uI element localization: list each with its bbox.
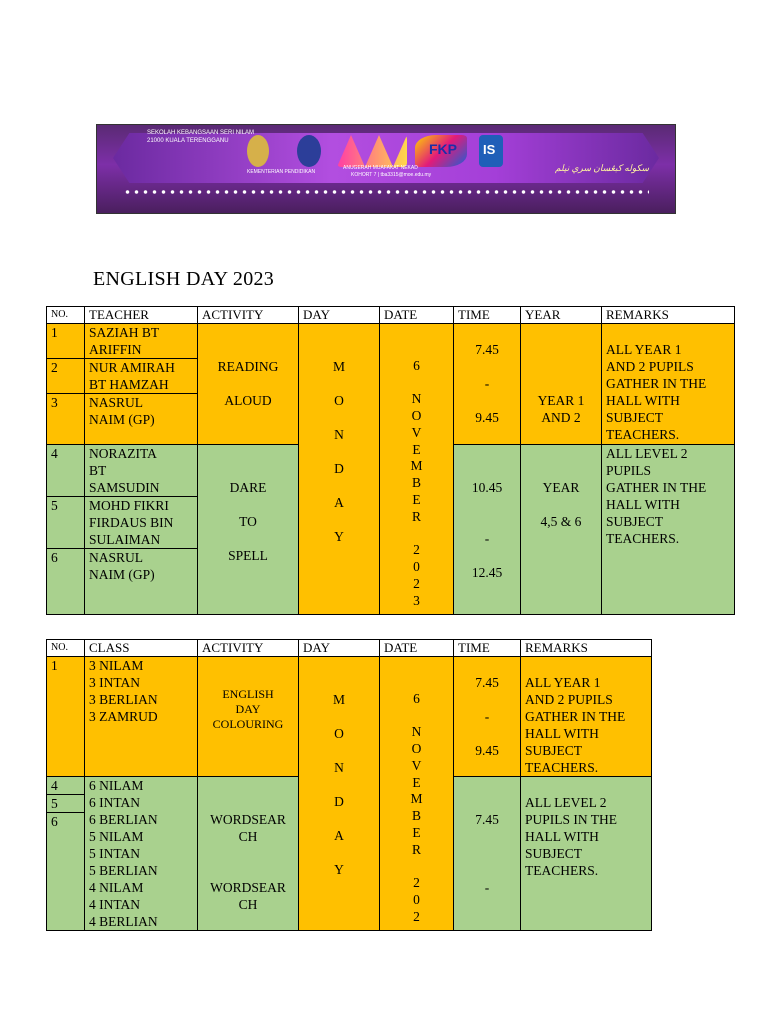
banner-arabic-script: سكوله كبڠسان سري نيلم <box>555 163 649 173</box>
col-header-remarks: REMARKS <box>521 640 652 657</box>
col-header-date: DATE <box>380 640 454 657</box>
table-row <box>47 657 652 777</box>
col-header-time: TIME <box>454 640 521 657</box>
date-cell: 6 N O V E M B E R 2 0 2 3 <box>380 324 454 615</box>
day-cell: M O N D A Y <box>299 657 380 931</box>
row-number: 1 <box>47 657 85 777</box>
activity-cell: WORDSEAR CH WORDSEAR CH <box>198 777 299 931</box>
row-number: 3 <box>47 394 85 445</box>
teacher-name: NUR AMIRAH BT HAMZAH <box>85 359 198 394</box>
col-header-activity: ACTIVITY <box>198 640 299 657</box>
col-header-remarks: REMARKS <box>602 307 735 324</box>
remarks-cell: ALL YEAR 1 AND 2 PUPILS GATHER IN THE HALL WITH SUBJECT TEACHERS. <box>602 324 735 445</box>
remarks-cell: ALL LEVEL 2 PUPILS IN THE HALL WITH SUBJECT TEACHERS. <box>521 777 652 931</box>
row-number: 5 <box>47 497 85 549</box>
time-cell: 7.45 - 9.45 <box>454 657 521 777</box>
row-number: 4 <box>47 777 85 795</box>
col-header-no: NO. <box>47 640 85 657</box>
banner-caption-mid: ANUGERAH MUAFAKAT NEKAD <box>343 165 418 171</box>
ministry-crest-icon <box>247 135 269 167</box>
banner-school-name: SEKOLAH KEBANGSAAN SERI NILAM 21000 KUALA TERENGGANU <box>147 130 255 144</box>
class-schedule-table <box>46 639 652 931</box>
table-header-row <box>47 307 735 324</box>
col-header-teacher: TEACHER <box>85 307 198 324</box>
teacher-name: NASRUL NAIM (GP) <box>85 549 198 615</box>
col-header-class: CLASS <box>85 640 198 657</box>
col-header-no: NO. <box>47 307 85 324</box>
row-number: 6 <box>47 813 85 931</box>
teacher-name: MOHD FIKRI FIRDAUS BIN SULAIMAN <box>85 497 198 549</box>
day-cell: M O N D A Y <box>299 324 380 615</box>
remarks-cell: ALL LEVEL 2 PUPILS GATHER IN THE HALL WITH SUBJECT TEACHERS. <box>602 445 735 615</box>
row-number: 6 <box>47 549 85 615</box>
class-list: 6 NILAM 6 INTAN 6 BERLIAN 5 NILAM 5 INTAN 5 BERLIAN 4 NILAM 4 INTAN 4 BERLIAN <box>85 777 198 931</box>
activity-cell: ENGLISH DAY COLOURING <box>198 657 299 777</box>
table-header-row <box>47 640 652 657</box>
table-row <box>47 324 735 359</box>
date-cell: 6 N O V E M B E R 2 0 2 <box>380 657 454 931</box>
row-number: 1 <box>47 324 85 359</box>
row-number: 5 <box>47 795 85 813</box>
year-cell: YEAR 4,5 & 6 <box>521 445 602 615</box>
is-logo-icon: IS <box>479 135 503 167</box>
year-cell: YEAR 1 AND 2 <box>521 324 602 445</box>
row-number: 2 <box>47 359 85 394</box>
col-header-day: DAY <box>299 640 380 657</box>
col-header-time: TIME <box>454 307 521 324</box>
school-banner <box>96 124 676 214</box>
row-number: 4 <box>47 445 85 497</box>
activity-cell: DARE TO SPELL <box>198 445 299 615</box>
remarks-cell: ALL YEAR 1 AND 2 PUPILS GATHER IN THE HALL WITH SUBJECT TEACHERS. <box>521 657 652 777</box>
time-cell: 10.45 - 12.45 <box>454 445 521 615</box>
page-title: ENGLISH DAY 2023 <box>93 268 275 290</box>
teacher-schedule-table <box>46 306 735 615</box>
banner-caption-left: KEMENTERIAN PENDIDIKAN <box>247 169 316 175</box>
class-list: 3 NILAM 3 INTAN 3 BERLIAN 3 ZAMRUD <box>85 657 198 777</box>
time-cell: 7.45 - 9.45 <box>454 324 521 445</box>
activity-cell: READING ALOUD <box>198 324 299 445</box>
teacher-name: NORAZITA BT SAMSUDIN <box>85 445 198 497</box>
teacher-name: NASRUL NAIM (GP) <box>85 394 198 445</box>
time-cell: 7.45 - <box>454 777 521 931</box>
school-badge-icon <box>297 135 321 167</box>
teacher-name: SAZIAH BT ARIFFIN <box>85 324 198 359</box>
col-header-activity: ACTIVITY <box>198 307 299 324</box>
col-header-year: YEAR <box>521 307 602 324</box>
col-header-date: DATE <box>380 307 454 324</box>
banner-kohort: KOHORT 7 | tba3315@moe.edu.my <box>351 172 432 178</box>
fkp-logo-icon: FKP <box>415 135 467 167</box>
col-header-day: DAY <box>299 307 380 324</box>
banner-lights <box>123 189 649 195</box>
